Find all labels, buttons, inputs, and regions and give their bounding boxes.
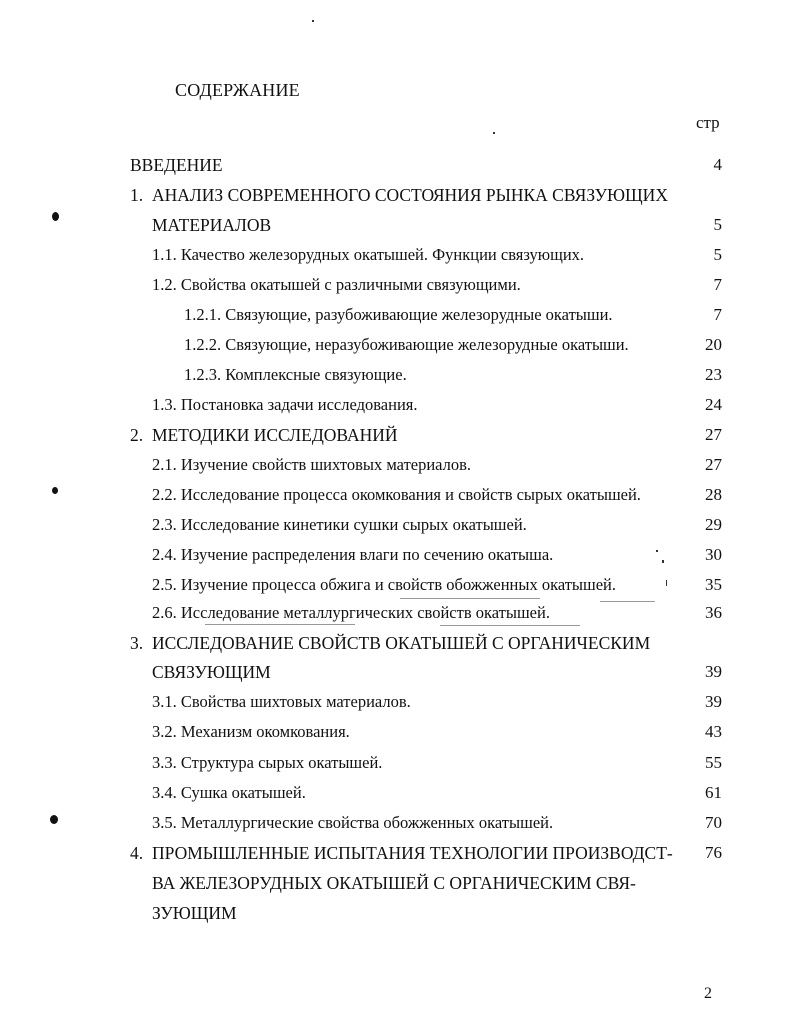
toc-page-3-3: 55	[705, 753, 722, 772]
toc-page-1-3: 24	[705, 395, 722, 414]
toc-entry-3-text: ИССЛЕДОВАНИЕ СВОЙСТВ ОКАТЫШЕЙ С ОРГАНИЧЕСКИМ	[152, 633, 651, 653]
toc-page-3-2: 43	[705, 722, 722, 741]
toc-page-3-4: 61	[705, 783, 722, 802]
toc-page-intro: 4	[713, 155, 722, 174]
toc-entry-2-6: 2.6. Исследование металлургических свойств окатышей.	[152, 603, 550, 622]
scan-speck	[493, 132, 495, 134]
toc-entry-2-number: 2.	[130, 425, 144, 445]
toc-entry-1-3: 1.3. Постановка задачи исследования.	[152, 395, 418, 414]
toc-page-3-1: 39	[705, 692, 722, 711]
toc-entry-3-3: 3.3. Структура сырых окатышей.	[152, 753, 383, 772]
toc-page-2: 27	[705, 425, 722, 444]
scan-hole-mark	[50, 815, 58, 824]
scan-smudge	[205, 624, 355, 625]
toc-entry-1-text-cont: МАТЕРИАЛОВ	[152, 215, 272, 235]
toc-entry-1-2-1: 1.2.1. Связующие, разубоживающие железорудные окатыши.	[184, 305, 613, 324]
toc-page-1-2-2: 20	[705, 335, 722, 354]
toc-entry-1-2-3: 1.2.3. Комплексные связующие.	[184, 365, 407, 384]
scan-hole-mark	[52, 212, 59, 221]
toc-entry-1-1: 1.1. Качество железорудных окатышей. Функции связующих.	[152, 245, 585, 264]
toc-entry-2-2: 2.2. Исследование процесса окомкования и свойств сырых окатышей.	[152, 485, 641, 504]
toc-entry-3-text-cont: СВЯЗУЮЩИМ	[152, 662, 271, 682]
toc-entry-4-text-cont: ВА ЖЕЛЕЗОРУДНЫХ ОКАТЫШЕЙ С ОРГАНИЧЕСКИМ СВЯ-	[152, 873, 636, 893]
scan-speck	[312, 20, 314, 22]
scan-speck	[656, 550, 658, 552]
toc-entry-4-text-cont2: ЗУЮЩИМ	[152, 903, 237, 923]
toc-page-3: 39	[705, 662, 722, 681]
toc-entry-1-number: 1.	[130, 185, 144, 205]
page-title: СОДЕРЖАНИЕ	[175, 80, 300, 100]
toc-page-1-1: 5	[713, 245, 722, 264]
scan-smudge	[600, 601, 655, 602]
toc-entry-1-2: 1.2. Свойства окатышей с различными связующими.	[152, 275, 521, 294]
toc-entry-2-3: 2.3. Исследование кинетики сушки сырых окатышей.	[152, 515, 527, 534]
toc-entry-2-4: 2.4. Изучение распределения влаги по сечению окатыша.	[152, 545, 554, 564]
toc-entry-4-number: 4.	[130, 843, 144, 863]
scan-smudge	[440, 625, 580, 626]
toc-entry-1-text: АНАЛИЗ СОВРЕМЕННОГО СОСТОЯНИЯ РЫНКА СВЯЗУЮЩИХ	[152, 185, 668, 205]
toc-page-1: 5	[713, 215, 722, 234]
toc-entry-4-text: ПРОМЫШЛЕННЫЕ ИСПЫТАНИЯ ТЕХНОЛОГИИ ПРОИЗВОДСТ-	[152, 843, 673, 863]
toc-entry-3-number: 3.	[130, 633, 144, 653]
toc-page-1-2-1: 7	[713, 305, 722, 324]
toc-entry-3-5: 3.5. Металлургические свойства обожженных окатышей.	[152, 813, 554, 832]
scan-hole-mark	[52, 487, 58, 494]
toc-entry-1-2-2: 1.2.2. Связующие, неразубоживающие железорудные окатыши.	[184, 335, 629, 354]
scan-speck	[662, 560, 664, 563]
toc-page-4: 76	[705, 843, 722, 862]
toc-page-2-1: 27	[705, 455, 722, 474]
page-column-label: стр	[696, 113, 720, 132]
toc-page-1-2-3: 23	[705, 365, 722, 384]
toc-entry-intro: ВВЕДЕНИЕ	[130, 155, 223, 175]
scan-smudge	[400, 598, 540, 599]
toc-page-3-5: 70	[705, 813, 722, 832]
toc-page-2-5: 35	[705, 575, 722, 594]
toc-entry-2-1: 2.1. Изучение свойств шихтовых материалов.	[152, 455, 472, 474]
toc-page-1-2: 7	[713, 275, 722, 294]
toc-entry-3-2: 3.2. Механизм окомкования.	[152, 722, 350, 741]
scan-speck	[666, 580, 667, 586]
toc-entry-3-4: 3.4. Сушка окатышей.	[152, 783, 306, 802]
toc-page-2-6: 36	[705, 603, 722, 622]
toc-entry-2-text: МЕТОДИКИ ИССЛЕДОВАНИЙ	[152, 425, 398, 445]
page-number: 2	[704, 985, 712, 1002]
toc-entry-3-1: 3.1. Свойства шихтовых материалов.	[152, 692, 411, 711]
toc-page-2-2: 28	[705, 485, 722, 504]
toc-page-2-3: 29	[705, 515, 722, 534]
toc-page-2-4: 30	[705, 545, 722, 564]
toc-entry-2-5: 2.5. Изучение процесса обжига и свойств обожженных окатышей.	[152, 575, 617, 594]
